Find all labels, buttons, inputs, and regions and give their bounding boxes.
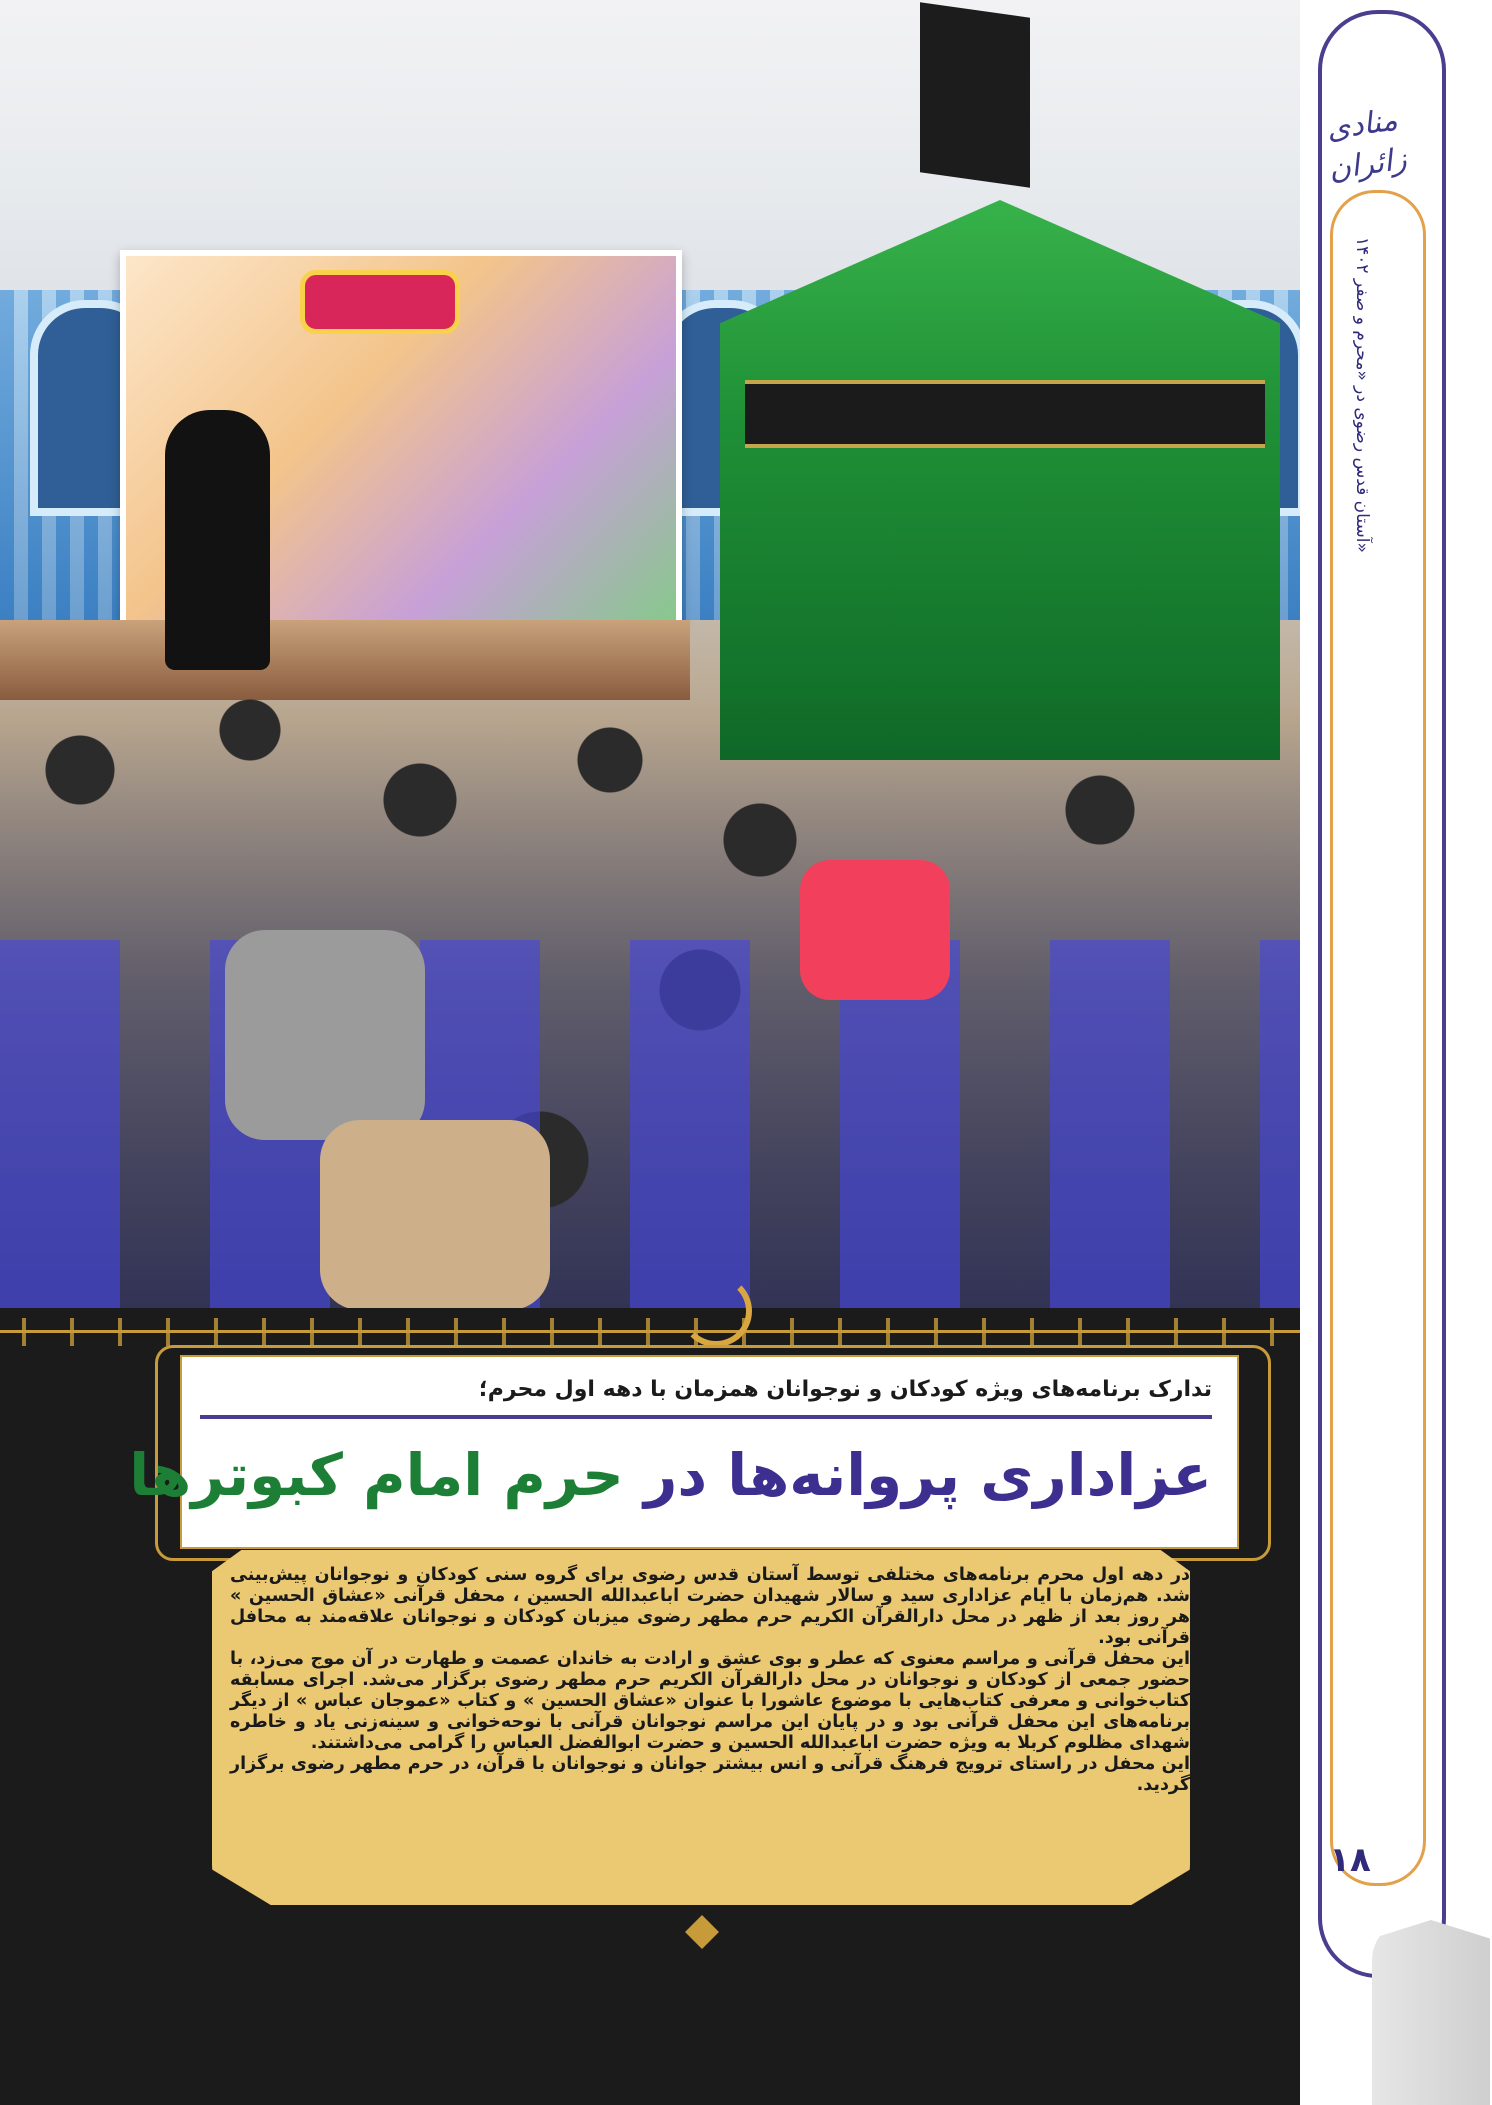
child-tan-shirt [320, 1120, 550, 1308]
black-flag [920, 2, 1030, 187]
green-tent [720, 200, 1280, 760]
side-caption: آستان قدس رضوی در «محرم و صفر ۱۴۰۲» [1352, 237, 1372, 553]
page-tab [1372, 1920, 1490, 2105]
page-number: ۱۸ [1329, 1840, 1371, 1880]
body-paragraph: این محفل قرآنی و مراسم معنوی که عطر و بوی عشق و ارادت به خاندان عصمت و طهارت در آن موج می‌زد، با حضور جمعی از کودکان و نوجوانان در محل دارالقرآن الکریم حرم مطهر رضوی برگزار می‌شد. اجرای مسابقه کتاب‌خوانی و معرفی کتاب‌هایی با موضوع عاشورا با عنوان «عشاق الحسین » و کتاب «عموجان عباس » از دیگر برنامه‌های این محفل قرآنی بود و در پایان این مراسم نوجوانان قرآنی با نوحه‌خوانی و سینه‌زنی یاد و خاطره شهدای مظلوم کربلا به ویژه حضرت اباعبدالله الحسین و حضرت ابوالفضل العباس را گرامی می‌داشتند. [230, 1649, 1190, 1753]
stage [0, 620, 690, 700]
magazine-logo: منادی زائران [1324, 102, 1409, 188]
title-part-purple: عزاداری پروانه‌ها در [623, 1441, 1212, 1509]
article-subtitle: تدارک برنامه‌های ویژه کودکان و نوجوانان همزمان با دهه اول محرم؛ [478, 1377, 1212, 1402]
banner-title-plate [300, 270, 460, 334]
title-part-green: حرم امام کبوترها [129, 1441, 624, 1509]
speaker-figure [165, 410, 270, 670]
article-title [129, 1425, 1212, 1525]
body-paragraph: در دهه اول محرم برنامه‌های مختلفی توسط آستان قدس رضوی برای گروه سنی کودکان و نوجوانان پیش‌بینی شد. هم‌زمان با ایام عزاداری سید و سالار شهیدان حضرت اباعبدالله الحسین ، محفل قرآنی «عشاق الحسین » هر روز بعد از ظهر در محل دارالقرآن الکریم حرم مطهر رضوی میزبان کودکان و نوجوانان علاقه‌مند به محافل قرآنی بود. [230, 1565, 1190, 1648]
tent-calligraphy-band [745, 380, 1265, 448]
title-rule [200, 1415, 1212, 1419]
blue-chairs [0, 940, 1300, 1308]
ornament-line [0, 1330, 1300, 1333]
child-red-shirt [800, 860, 950, 1000]
body-paragraph: این محفل در راستای ترویج فرهنگ قرآنی و انس بیشتر جوانان و نوجوانان با قرآن، در حرم مطهر رضوی برگزار گردید. [230, 1754, 1190, 1795]
child-grey-shirt [225, 930, 425, 1140]
crescent-ornament-icon [680, 1275, 752, 1347]
article-body [230, 1565, 1190, 1895]
